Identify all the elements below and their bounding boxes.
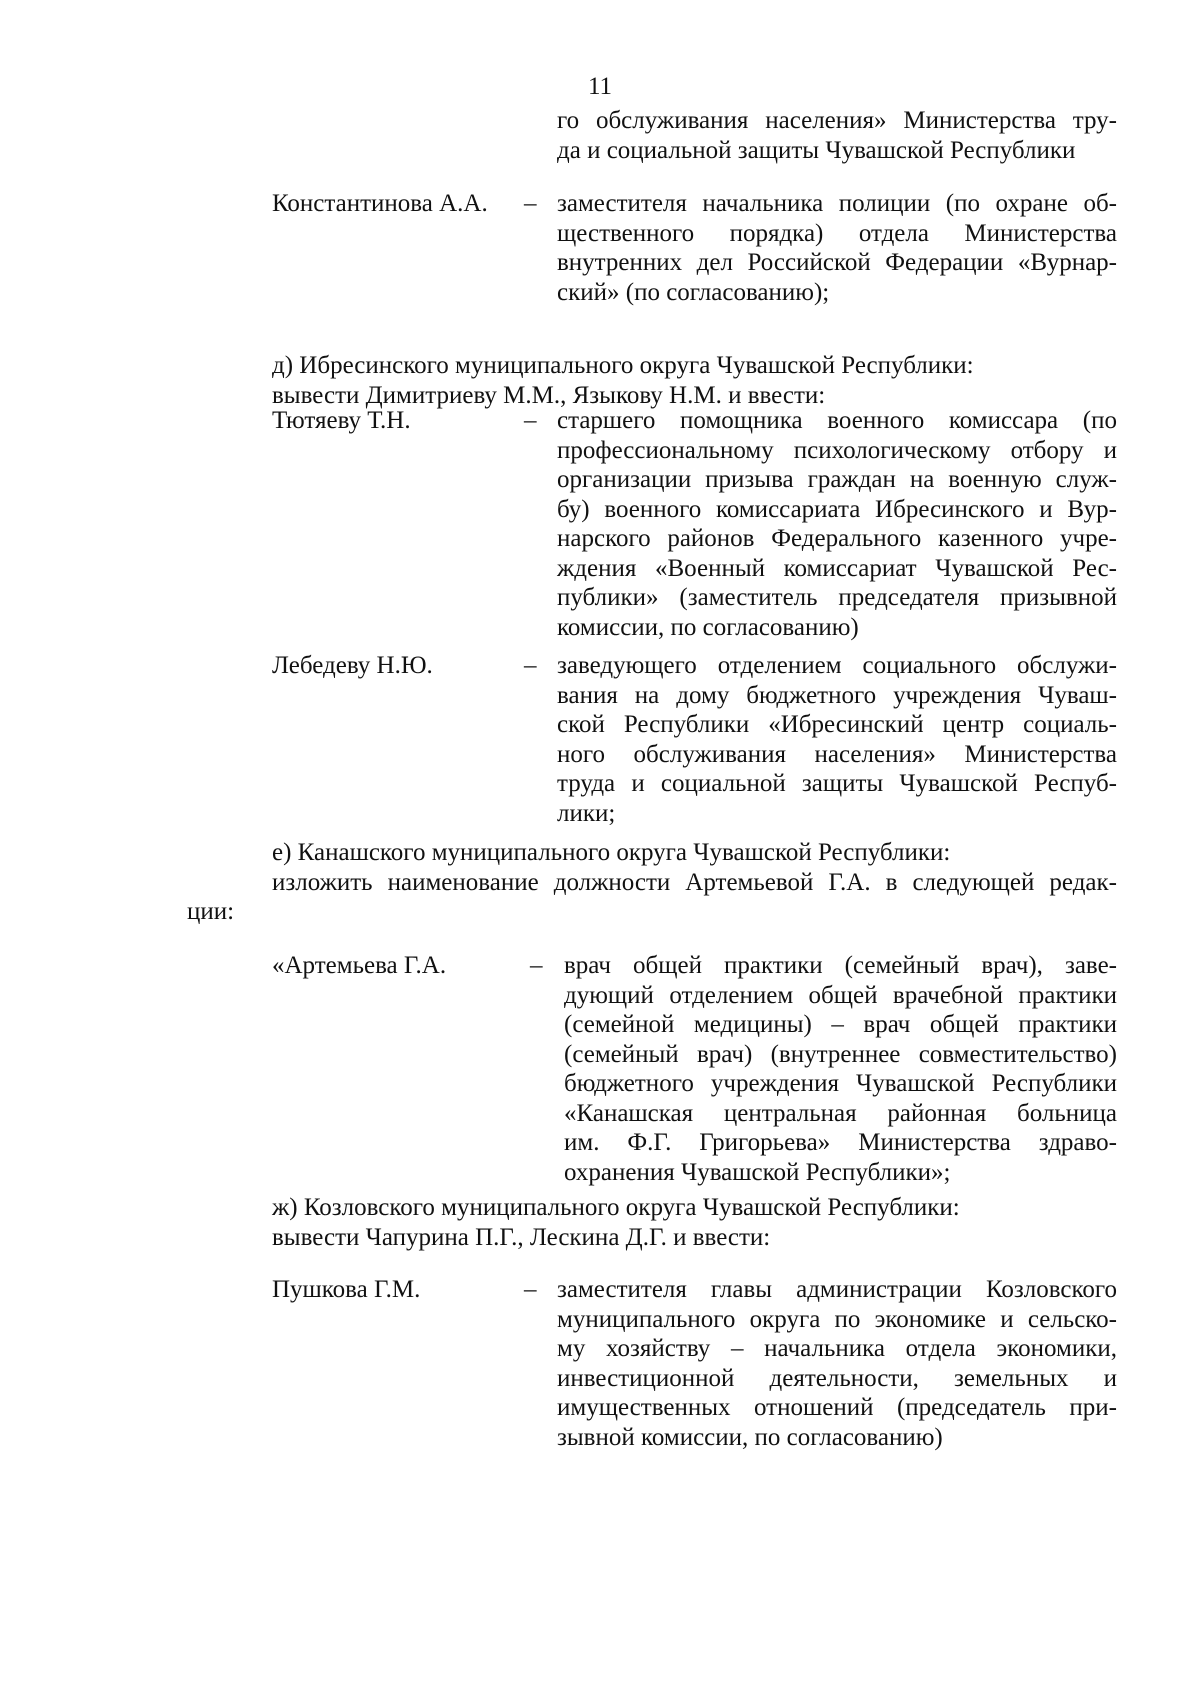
- text-line: му хозяйству – начальника отдела экономики,: [557, 1335, 1117, 1362]
- member-position: [564, 951, 1117, 1187]
- text-line: комиссии, по согласованию): [557, 613, 859, 641]
- section-e: [187, 838, 1117, 927]
- section-d: [272, 351, 1117, 410]
- section-instruction: вывести Чапурина П.Г., Лескина Д.Г. и ввести:: [272, 1223, 771, 1251]
- member-entry: [272, 406, 1117, 642]
- section-instruction: вывести Димитриеву М.М., Языкову Н.М. и ввести:: [272, 381, 826, 409]
- text-line: заведующего отделением социального обслужи-: [557, 652, 1117, 679]
- text-line: ного обслуживания населения» Министерства: [557, 740, 1117, 768]
- text-line: (семейной медицины) – врач общей практики: [564, 1011, 1117, 1038]
- member-position: [557, 651, 1117, 828]
- entry-dash: –: [530, 952, 543, 979]
- member-name: Лебедеву Н.Ю.: [272, 652, 433, 679]
- member-position: [557, 1275, 1117, 1452]
- text-line: имущественных отношений (председатель при-: [557, 1394, 1117, 1421]
- text-line: заместителя главы администрации Козловского: [557, 1276, 1117, 1303]
- text-line: ждения «Военный комиссариат Чувашской Рес-: [557, 554, 1117, 582]
- text-line: заместителя начальника полиции (по охране об-: [557, 190, 1117, 217]
- text-line: им. Ф.Г. Григорьева» Министерства здраво-: [564, 1129, 1117, 1156]
- member-position: [557, 189, 1117, 307]
- section-zh: [272, 1193, 1117, 1252]
- text-line: да и социальной защиты Чувашской Республики: [557, 136, 1076, 164]
- section-heading: е) Канашского муниципального округа Чувашской Республики:: [272, 839, 951, 866]
- text-line: врач общей практики (семейный врач), заве-: [564, 952, 1117, 979]
- text-line: го обслуживания населения» Министерства тру-: [557, 107, 1117, 134]
- section-heading: ж) Козловского муниципального округа Чувашской Республики:: [272, 1194, 960, 1221]
- text-line: организации призыва граждан на военную служ-: [557, 466, 1117, 493]
- text-line: внутренних дел Российской Федерации «Вурнар-: [557, 249, 1117, 276]
- text-line: охранения Чувашской Республики»;: [564, 1158, 951, 1186]
- text-line: «Канашская центральная районная больница: [564, 1099, 1117, 1127]
- text-line: бюджетного учреждения Чувашской Республики: [564, 1070, 1117, 1097]
- text-line: ской Республики «Ибресинский центр социаль-: [557, 711, 1117, 738]
- member-entry: [272, 1275, 1117, 1452]
- text-line: вания на дому бюджетного учреждения Чуваш-: [557, 681, 1117, 709]
- member-entry: [272, 651, 1117, 828]
- text-line: муниципального округа по экономике и сельско-: [557, 1305, 1117, 1333]
- text-line: дующий отделением общей врачебной практики: [564, 981, 1117, 1009]
- section-instruction-wrap: ции:: [187, 898, 235, 925]
- member-name: «Артемьева Г.А.: [272, 952, 447, 979]
- continuation-text: [557, 106, 1117, 165]
- text-line: бу) военного комиссариата Ибресинского и Вур-: [557, 495, 1117, 523]
- text-line: ский» (по согласованию);: [557, 278, 830, 306]
- member-entry: [272, 189, 1117, 307]
- text-line: лики;: [557, 799, 616, 827]
- page-number: 11: [587, 73, 613, 100]
- text-line: нарского районов Федерального казенного учре-: [557, 525, 1117, 552]
- section-instruction: изложить наименование должности Артемьевой Г.А. в следующей редак-: [272, 868, 1117, 896]
- member-name: Тютяеву Т.Н.: [272, 407, 411, 434]
- entry-dash: –: [524, 407, 537, 434]
- section-heading: д) Ибресинского муниципального округа Чувашской Республики:: [272, 352, 974, 379]
- text-line: старшего помощника военного комиссара (по: [557, 407, 1117, 434]
- entry-dash: –: [524, 652, 537, 679]
- text-line: зывной комиссии, по согласованию): [557, 1423, 943, 1451]
- entry-dash: –: [524, 190, 537, 217]
- text-line: труда и социальной защиты Чувашской Респуб-: [557, 770, 1117, 797]
- text-line: щественного порядка) отдела Министерства: [557, 219, 1117, 247]
- member-entry: [272, 951, 1117, 1187]
- entry-dash: –: [524, 1276, 537, 1303]
- text-line: инвестиционной деятельности, земельных и: [557, 1364, 1117, 1392]
- text-line: (семейный врач) (внутреннее совместительство): [564, 1040, 1117, 1068]
- text-line: профессиональному психологическому отбору и: [557, 436, 1117, 464]
- member-name: Пушкова Г.М.: [272, 1276, 421, 1303]
- text-line: публики» (заместитель председателя призывной: [557, 584, 1117, 611]
- member-position: [557, 406, 1117, 642]
- member-name: Константинова А.А.: [272, 190, 488, 217]
